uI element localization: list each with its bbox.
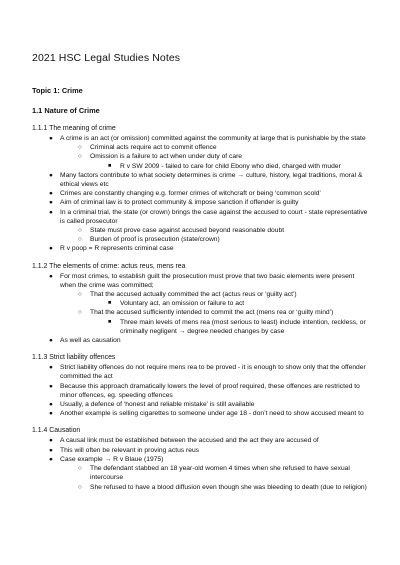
list-item: [32, 336, 370, 345]
list-item-text: That the accused sufficiently intended to commit the act (mens rea or ‘guilty mind’): [90, 309, 334, 317]
list-item-text: A causal link must be established between the accused and the act they are accused of: [60, 437, 319, 445]
bullet-list: [32, 436, 370, 491]
list-item: [32, 134, 370, 143]
topic-heading: Topic 1: Crime: [32, 86, 83, 95]
bullet-icon: ■: [108, 318, 112, 325]
section-title: 1.1.2 The elements of crime: actus reus, mens rea: [32, 262, 186, 270]
list-item: [32, 455, 370, 464]
list-item-text: That the accused actually committed the act (actus reus or ‘guilty act’): [90, 291, 297, 299]
bullet-icon: ○: [78, 483, 82, 491]
list-item: [32, 235, 370, 244]
list-item-text: Three main levels of mens rea (most serious to least) include intention, reckless, or criminally negligent → degree needed changes by case: [120, 318, 366, 335]
list-item-text: She refused to have a blood diffusion even though she was bleeding to death (due to religion): [90, 483, 367, 491]
list-item: [32, 318, 370, 336]
list-item: [32, 244, 370, 253]
list-item-text: Omission is a failure to act when under duty of care: [90, 153, 243, 161]
bullet-icon: ●: [49, 410, 53, 418]
list-item-text: Voluntary act, an omission or failure to act: [120, 300, 245, 308]
list-item-text: Many factors contribute to what society determines is crime → culture, history, legal traditions, moral & ethical views etc: [60, 171, 363, 189]
list-item-text: R v poop = R represents criminal case: [60, 245, 174, 253]
section-title: 1.1.3 Strict liability offences: [32, 354, 116, 362]
list-item: [32, 198, 370, 207]
list-item-text: This will often be relevant in proving actus reus: [60, 446, 200, 454]
list-item: [32, 272, 370, 290]
list-item: [32, 483, 370, 492]
bullet-icon: ●: [49, 171, 53, 179]
list-item: [32, 226, 370, 235]
list-item-text: Another example is selling cigarettes to someone under age 18 - don’t need to show accused meant to: [60, 410, 364, 418]
notes-section: [32, 263, 370, 346]
list-item: [32, 400, 370, 409]
list-item-text: Burden of proof is prosecution (state/crown): [90, 236, 220, 244]
bullet-icon: ●: [49, 199, 53, 207]
list-item-text: Crimes are constantly changing e.g. former crimes of witchcraft or being ‘common scold’: [60, 190, 321, 198]
bullet-icon: ●: [49, 401, 53, 409]
notes-section: [32, 427, 370, 491]
bullet-icon: ●: [49, 455, 53, 463]
bullet-icon: ●: [49, 135, 53, 142]
document-title: 2021 HSC Legal Studies Notes: [32, 52, 181, 64]
list-item: [32, 290, 370, 299]
bullet-icon: ○: [78, 291, 82, 299]
bullet-icon: ●: [49, 364, 53, 372]
section-title: 1.1.4 Causation: [32, 427, 81, 435]
notes-section: [32, 354, 370, 418]
bullet-icon: ○: [78, 227, 82, 235]
list-item-text: As well as causation: [60, 337, 121, 345]
bullet-icon: ●: [49, 272, 53, 280]
bullet-icon: ●: [49, 437, 53, 445]
bullet-icon: ○: [78, 144, 82, 152]
list-item: [32, 171, 370, 189]
list-item-text: The defendant stabbed an 18 year-old women 4 times when she refused to have sexual intercourse: [90, 465, 350, 482]
bullet-list: [32, 272, 370, 346]
list-item-text: Usually, a defence of ‘honest and reliable mistake’ is still available: [60, 401, 255, 409]
list-item: [32, 409, 370, 418]
list-item: [32, 436, 370, 445]
bullet-icon: ○: [78, 465, 82, 473]
list-item-text: For most crimes, to establish guilt the prosecution must prove that two basic elements were present when the crime was committed;: [60, 272, 355, 289]
bullet-icon: ●: [49, 446, 53, 454]
list-item: [32, 464, 370, 482]
list-item-text: A crime is an act (or omission) committed against the community at large that is punishable by the state: [60, 135, 366, 142]
bullet-icon: ■: [108, 162, 112, 169]
bullet-icon: ○: [78, 236, 82, 244]
list-item: [32, 299, 370, 308]
list-item-text: Criminal acts require act to commit offence: [90, 144, 217, 152]
bullet-icon: ●: [49, 337, 53, 345]
section-title: 1.1.1 The meaning of crime: [32, 125, 116, 132]
bullet-icon: ●: [49, 382, 53, 390]
list-item-text: Case example → R v Blaue (1975): [60, 455, 164, 463]
bullet-icon: ●: [49, 190, 53, 198]
notes-body: [32, 125, 370, 492]
list-item: [32, 143, 370, 152]
notes-section: [32, 125, 370, 254]
bullet-icon: ●: [49, 245, 53, 253]
list-item-text: In a criminal trial, the state (or crown) brings the case against the accused to court - state representative is called prosecutor: [60, 208, 368, 225]
bullet-icon: ●: [49, 208, 53, 216]
bullet-list: [32, 363, 370, 418]
list-item-text: R v SW 2009 - failed to care for child Ebony who died, charged with muder: [120, 162, 341, 170]
list-item-text: State must prove case against accused beyond reasonable doubt: [90, 227, 285, 235]
list-item: [32, 152, 370, 161]
list-item: [32, 208, 370, 226]
bullet-icon: ■: [108, 300, 112, 307]
list-item: [32, 189, 370, 198]
list-item: [32, 162, 370, 171]
list-item-text: Strict liability offences do not require mens rea to be proved - it is enough to show only that the offender committed the act: [60, 364, 366, 381]
bullet-icon: ○: [78, 153, 82, 161]
list-item-text: Because this approach dramatically lowers the level of proof required, these offences are restricted to minor offences, eg. speeding offences: [60, 382, 360, 399]
list-item: [32, 363, 370, 381]
list-item: [32, 308, 370, 317]
list-item: [32, 446, 370, 455]
subtopic-heading: 1.1 Nature of Crime: [32, 106, 100, 115]
list-item-text: Aim of criminal law is to protect community & impose sanction if offender is guilty: [60, 199, 299, 207]
bullet-icon: ○: [78, 309, 82, 317]
list-item: [32, 382, 370, 400]
bullet-list: [32, 134, 370, 254]
